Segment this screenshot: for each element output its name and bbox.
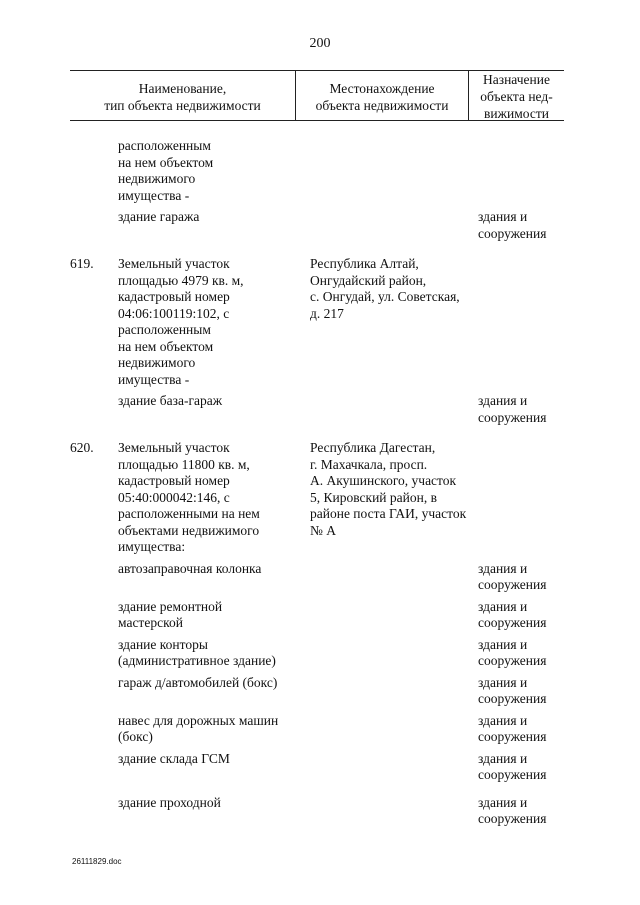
object-name: Земельный участок площадью 4979 кв. м, кадастровый номер 04:06:100119:102, с расположенным на нем объектом недвижимого имущества - bbox=[118, 256, 244, 387]
object-name: здание ремонтной мастерской bbox=[118, 598, 223, 630]
object-location bbox=[308, 751, 478, 784]
table-row bbox=[70, 751, 570, 784]
object-purpose: здания и сооружения bbox=[478, 636, 547, 668]
object-purpose: здания и сооружения bbox=[478, 598, 547, 630]
object-purpose: здания и сооружения bbox=[478, 750, 547, 782]
object-purpose bbox=[478, 138, 572, 204]
row-number: 619. bbox=[70, 256, 94, 271]
row-number bbox=[70, 795, 118, 828]
row-number bbox=[70, 138, 118, 204]
object-name: здание конторы (административное здание) bbox=[118, 636, 276, 668]
row-number bbox=[70, 561, 118, 594]
object-location bbox=[308, 561, 478, 594]
column-header-name: Наименование, тип объекта недвижимости bbox=[104, 81, 261, 113]
object-location bbox=[308, 209, 478, 242]
object-name: гараж д/автомобилей (бокс) bbox=[118, 674, 278, 690]
object-location bbox=[308, 675, 478, 708]
object-purpose: здания и сооружения bbox=[478, 794, 547, 826]
row-number bbox=[70, 675, 118, 708]
row-number: 620. bbox=[70, 440, 94, 455]
table-row bbox=[70, 561, 570, 594]
table-row bbox=[70, 795, 570, 828]
object-location bbox=[308, 393, 478, 426]
object-location: Республика Алтай, Онгудайский район, с. Онгудай, ул. Советская, д. 217 bbox=[310, 256, 460, 321]
page-number: 200 bbox=[309, 36, 331, 51]
table-row bbox=[70, 209, 570, 242]
object-location bbox=[308, 713, 478, 746]
table-body bbox=[70, 138, 570, 828]
object-purpose: здания и сооружения bbox=[478, 674, 547, 706]
object-location bbox=[308, 138, 478, 204]
table-row bbox=[70, 599, 570, 632]
object-name: здание проходной bbox=[118, 794, 221, 810]
row-number bbox=[70, 751, 118, 784]
table-row bbox=[70, 713, 570, 746]
object-location bbox=[308, 795, 478, 828]
object-purpose bbox=[478, 256, 572, 388]
row-number bbox=[70, 209, 118, 242]
object-name: здание база-гараж bbox=[118, 393, 223, 408]
table-row bbox=[70, 256, 570, 388]
document-file-name: 26111829.doc bbox=[72, 857, 122, 866]
table-row bbox=[70, 393, 570, 426]
object-location: Республика Дагестан, г. Махачкала, просп. А. Акушинского, участок 5, Кировский район, в районе поста ГАИ, участок № А bbox=[310, 440, 467, 538]
object-purpose: здания и сооружения bbox=[478, 712, 547, 744]
object-name: здание склада ГСМ bbox=[118, 750, 230, 766]
row-number bbox=[70, 599, 118, 632]
object-name: расположенным на нем объектом недвижимого имущества - bbox=[118, 138, 214, 203]
table-row bbox=[70, 440, 570, 556]
object-location bbox=[308, 599, 478, 632]
table-row bbox=[70, 675, 570, 708]
object-name: автозаправочная колонка bbox=[118, 560, 262, 576]
object-location bbox=[308, 637, 478, 670]
object-purpose: здания и сооружения bbox=[478, 560, 547, 592]
column-header-purpose: Назначение объекта нед- вижимости bbox=[480, 72, 553, 121]
object-name: Земельный участок площадью 11800 кв. м, кадастровый номер 05:40:000042:146, с расположенными на нем объектами недвижимого имущества: bbox=[118, 440, 260, 554]
object-name: здание гаража bbox=[118, 209, 200, 224]
row-number bbox=[70, 713, 118, 746]
row-number bbox=[70, 637, 118, 670]
object-purpose bbox=[478, 440, 572, 556]
table-row bbox=[70, 637, 570, 670]
object-name: навес для дорожных машин (бокс) bbox=[118, 712, 279, 744]
table-row bbox=[70, 138, 570, 204]
row-number bbox=[70, 393, 118, 426]
object-purpose: здания и сооружения bbox=[478, 209, 547, 241]
column-header-location: Местонахождение объекта недвижимости bbox=[315, 81, 449, 113]
object-purpose: здания и сооружения bbox=[478, 393, 547, 425]
